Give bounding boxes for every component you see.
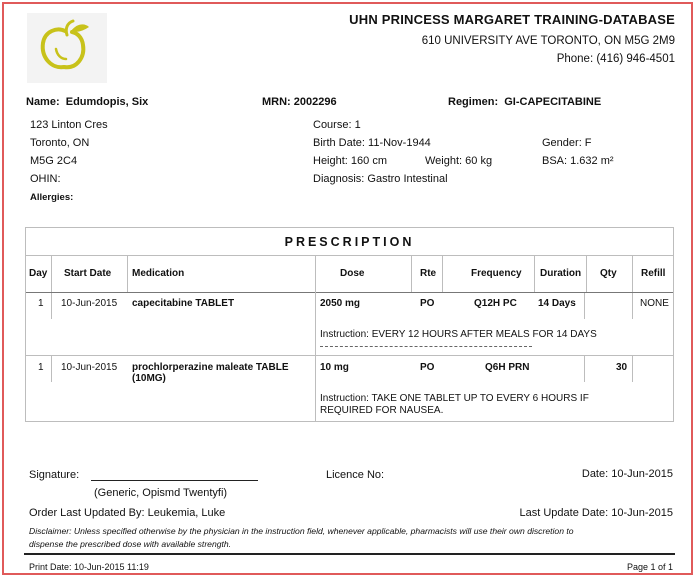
allergies-label: Allergies: (30, 192, 74, 203)
licence-label: Licence No: (326, 469, 385, 481)
cell-start-date: 10-Jun-2015 (61, 298, 118, 309)
logo (27, 13, 107, 83)
cell-route: PO (420, 298, 435, 309)
cell-frequency: Q12H PC (474, 298, 517, 309)
address-line-3: M5G 2C4 (30, 155, 78, 167)
institution-phone: Phone: (416) 946-4501 (556, 53, 675, 65)
column-header-refill: Refill (641, 268, 666, 279)
patient-name-row (26, 96, 148, 108)
prescription-table (25, 227, 674, 422)
signature-line (91, 480, 258, 481)
cell-refill: NONE (640, 298, 669, 309)
cell-start-date: 10-Jun-2015 (61, 362, 118, 373)
instruction-divider (320, 346, 532, 347)
cell-route: PO (420, 362, 435, 373)
column-header-duration: Duration (540, 268, 582, 279)
patient-name: Edumdopis, Six (65, 96, 149, 108)
cell-medication-strength: (10MG) (132, 373, 166, 384)
weight: Weight: 60 kg (425, 155, 493, 167)
mrn-label: MRN: (262, 96, 291, 108)
diagnosis: Diagnosis: Gastro Intestinal (313, 173, 448, 185)
mrn-value: 2002296 (293, 96, 337, 108)
page-number: Page 1 of 1 (626, 562, 673, 572)
regimen-label: Regimen: (448, 96, 499, 108)
institution-name: UHN PRINCESS MARGARET TRAINING-DATABASE (349, 12, 675, 27)
regimen-row (448, 96, 601, 108)
name-label: Name: (26, 96, 60, 108)
gender: Gender: F (542, 137, 592, 149)
cell-dose: 2050 mg (320, 298, 361, 309)
cell-instruction: Instruction: TAKE ONE TABLET UP TO EVERY 6 HOURS IF (320, 393, 589, 404)
apple-logo-icon (27, 13, 107, 83)
address-line-2: Toronto, ON (30, 137, 90, 149)
bsa: BSA: 1.632 m² (542, 155, 614, 167)
cell-instruction-cont: REQUIRED FOR NAUSEA. (320, 405, 444, 416)
disclaimer: Disclaimer: Unless specified otherwise by the physician in the instruction field, whenever applicable, pharmacists will use their own discretion to dispense the prescribed dose with available strength. (29, 526, 574, 549)
column-header-dose: Dose (340, 268, 365, 279)
regimen-value: GI-CAPECITABINE (504, 96, 602, 108)
print-date: Print Date: 10-Jun-2015 11:19 (29, 562, 149, 572)
birth-date: Birth Date: 11-Nov-1944 (313, 137, 431, 149)
column-header-frequency: Frequency (471, 268, 522, 279)
column-header-qty: Qty (600, 268, 617, 279)
address-line-1: 123 Linton Cres (30, 119, 108, 131)
cell-instruction: Instruction: EVERY 12 HOURS AFTER MEALS FOR 14 DAYS (320, 329, 597, 340)
course: Course: 1 (313, 119, 361, 131)
last-update-date: Last Update Date: 10-Jun-2015 (519, 507, 673, 519)
cell-day: 1 (38, 362, 44, 373)
column-header-day: Day (29, 268, 48, 279)
institution-address: 610 UNIVERSITY AVE TORONTO, ON M5G 2M9 (421, 35, 675, 47)
column-header-rte: Rte (420, 268, 437, 279)
cell-qty: 30 (616, 362, 628, 373)
ohin-label: OHIN: (30, 173, 61, 185)
cell-dose: 10 mg (320, 362, 349, 373)
signature-label: Signature: (29, 469, 80, 481)
footer-divider (24, 553, 675, 555)
height: Height: 160 cm (313, 155, 387, 167)
cell-frequency: Q6H PRN (485, 362, 530, 373)
cell-day: 1 (38, 298, 44, 309)
cell-medication: capecitabine TABLET (132, 298, 235, 309)
signer-name: (Generic, Opismd Twentyfi) (94, 487, 228, 499)
cell-duration: 14 Days (538, 298, 576, 309)
prescription-title: PRESCRIPTION (284, 235, 415, 249)
column-header-medication: Medication (132, 268, 185, 279)
signature-date: Date: 10-Jun-2015 (581, 468, 673, 480)
mrn-row (262, 96, 337, 108)
order-last-updated: Order Last Updated By: Leukemia, Luke (29, 507, 226, 519)
cell-medication: prochlorperazine maleate TABLE (132, 362, 289, 373)
column-header-start-date: Start Date (64, 268, 112, 279)
